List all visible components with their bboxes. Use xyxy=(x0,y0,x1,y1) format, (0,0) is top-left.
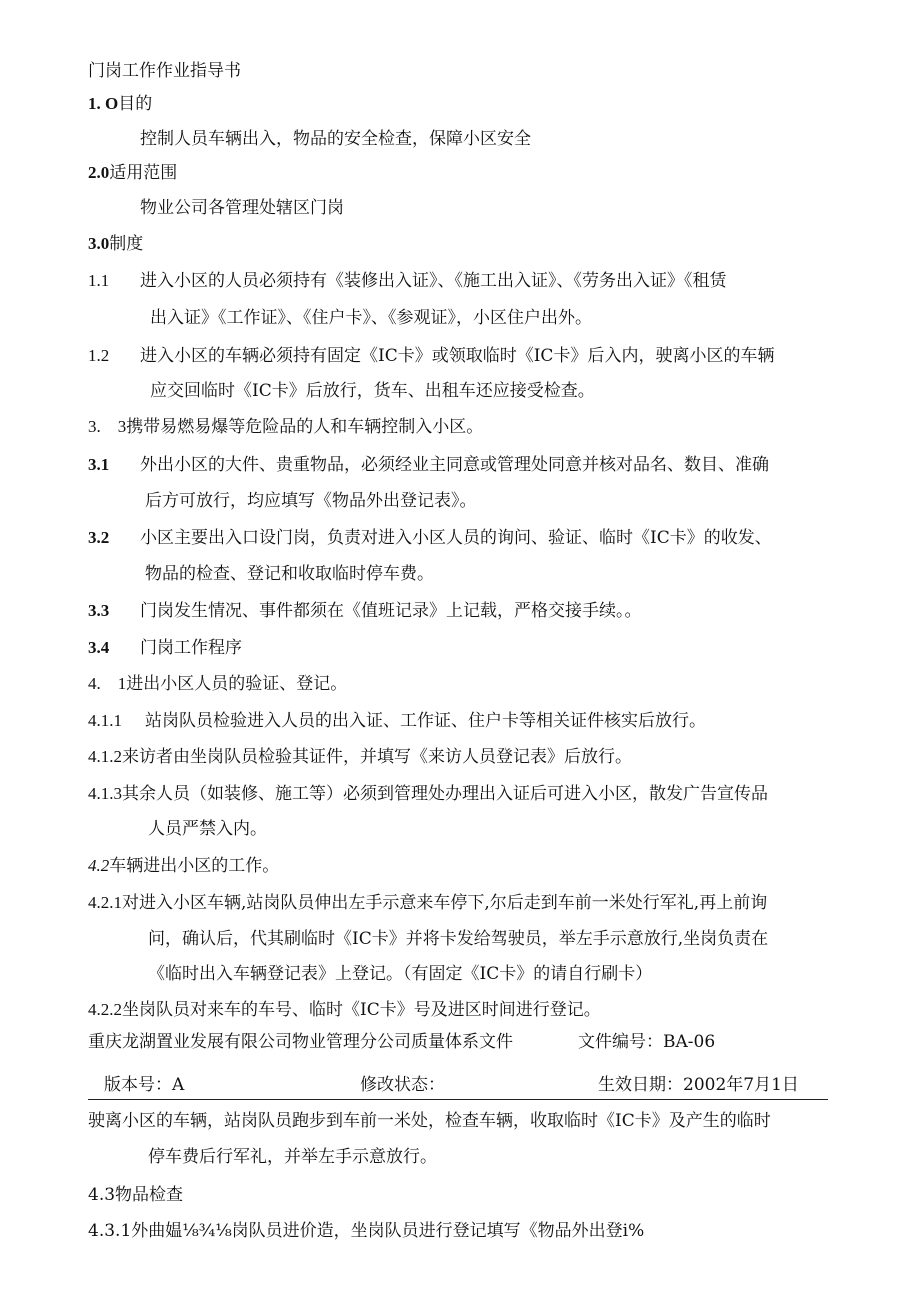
clause-1-2-line-2: 应交回临时《IC卡》后放行，货车、出租车还应接受检查。 xyxy=(150,381,595,401)
footer-version: 版本号：A xyxy=(104,1075,185,1095)
clause-number: 4. 1 xyxy=(88,674,127,693)
clause-number: 1.2 xyxy=(88,346,110,365)
document-title: 门岗工作作业指导书 xyxy=(88,61,241,81)
section-number: 1. O xyxy=(88,94,119,113)
section-title: 适用范围 xyxy=(109,163,178,183)
clause-text: 进出小区人员的验证、登记。 xyxy=(126,674,348,694)
clause-3-3-dangerous xyxy=(88,416,483,438)
clause-1-1-line-1: 进入小区的人员必须持有《装修出入证》、《施工出入证》、《劳务出入证》《租赁 xyxy=(140,271,727,291)
page2-line-2: 停车费后行军礼，并举左手示意放行。 xyxy=(148,1147,437,1167)
clause-number: 3.4 xyxy=(88,638,110,657)
clause-4-2-1-line-2: 问，确认后，代其刷临时《IC卡》并将卡发给驾驶员，举左手示意放行,坐岗负责在 xyxy=(148,929,769,949)
clause-3-3-text: 门岗发生情况、事件都须在《值班记录》上记载，严格交接手续。。 xyxy=(140,601,642,621)
clause-number: 4.1.1 xyxy=(88,711,122,730)
clause-4-1-1-text: 站岗队员检验进入人员的出入证、工作证、住户卡等相关证件核实后放行。 xyxy=(145,711,706,731)
clause-number: 3.2 xyxy=(88,528,110,547)
clause-number: 4.1.3 xyxy=(88,784,122,803)
section-3-heading xyxy=(88,233,143,255)
section-2-body: 物业公司各管理处辖区门岗 xyxy=(140,198,344,218)
clause-number: 4.2.2 xyxy=(88,1000,122,1019)
clause-4-1 xyxy=(88,673,347,695)
footer-doc-number: 文件编号：BA-06 xyxy=(578,1032,716,1052)
clause-4-3-1: 4.3.1外曲媪⅛¾⅛岗队员进价造，坐岗队员进行登记填写《物品外出登i% xyxy=(88,1221,645,1241)
section-1-body: 控制人员车辆出入，物品的安全检查，保障小区安全 xyxy=(140,129,531,149)
clause-text: 对进入小区车辆,站岗队员伸出左手示意来车停下,尔后走到车前一米处行军礼,再上前询 xyxy=(122,893,768,913)
clause-text: 携带易燃易爆等危险品的人和车辆控制入小区。 xyxy=(126,417,484,437)
clause-4-2-1-line-1 xyxy=(88,892,767,914)
clause-3-1-line-1: 外出小区的大件、贵重物品，必须经业主同意或管理处同意并核对品名、数目、准确 xyxy=(140,455,769,475)
clause-number: 3.1 xyxy=(88,455,110,474)
clause-number: 4.2 xyxy=(88,856,110,875)
clause-4-1-3-line-1 xyxy=(88,783,768,805)
footer-status: 修改状态： xyxy=(360,1075,445,1095)
clause-text: 来访者由坐岗队员检验其证件，并填写《来访人员登记表》后放行。 xyxy=(122,747,632,767)
clause-4-2-1-line-3: 《临时出入车辆登记表》上登记。（有固定《IC卡》的请自行刷卡） xyxy=(148,964,653,984)
section-1-heading xyxy=(88,93,152,115)
page2-line-1: 驶离小区的车辆，站岗队员跑步到车前一米处，检查车辆，收取临时《IC卡》及产生的临时 xyxy=(88,1111,771,1131)
clause-number: 4.2.1 xyxy=(88,893,122,912)
clause-number: 1.1 xyxy=(88,271,110,290)
clause-4-2 xyxy=(88,855,279,877)
clause-3-1-line-2: 后方可放行，均应填写《物品外出登记表》。 xyxy=(145,491,477,511)
clause-4-1-3-line-2: 人员严禁入内。 xyxy=(148,819,267,839)
footer-divider xyxy=(88,1099,828,1100)
clause-4-1-2 xyxy=(88,746,632,768)
clause-number: 3.3 xyxy=(88,601,110,620)
clause-1-1-line-2: 出入证》《工作证》、《住户卡》、《参观证》，小区住户出外。 xyxy=(150,308,592,328)
section-number: 3.0 xyxy=(88,234,110,253)
clause-text: 坐岗队员对来车的车号、临时《IC卡》号及进区时间进行登记。 xyxy=(122,1000,601,1020)
clause-4-2-2 xyxy=(88,999,601,1021)
clause-3-4-text: 门岗工作程序 xyxy=(140,638,242,658)
clause-1-2-line-1: 进入小区的车辆必须持有固定《IC卡》或领取临时《IC卡》后入内，驶离小区的车辆 xyxy=(140,346,775,366)
clause-number: 4.1.2 xyxy=(88,747,122,766)
footer-effective-date: 生效日期：2002年7月1日 xyxy=(598,1075,799,1095)
clause-text: 车辆进出小区的工作。 xyxy=(109,856,280,876)
section-4-3-heading: 4.3物品检查 xyxy=(88,1185,184,1205)
section-title: 制度 xyxy=(109,234,144,254)
clause-3-2-line-2: 物品的检查、登记和收取临时停车费。 xyxy=(145,564,434,584)
clause-number: 3. 3 xyxy=(88,417,127,436)
footer-company: 重庆龙湖置业发展有限公司物业管理分公司质量体系文件 xyxy=(88,1032,513,1052)
clause-3-2-line-1: 小区主要出入口设门岗，负责对进入小区人员的询问、验证、临时《IC卡》的收发、 xyxy=(140,528,772,548)
section-title: 目的 xyxy=(118,94,153,114)
section-2-heading xyxy=(88,162,177,184)
clause-text: 其余人员（如装修、施工等）必须到管理处办理出入证后可进入小区，散发广告宣传品 xyxy=(122,784,768,804)
section-number: 2.0 xyxy=(88,163,110,182)
